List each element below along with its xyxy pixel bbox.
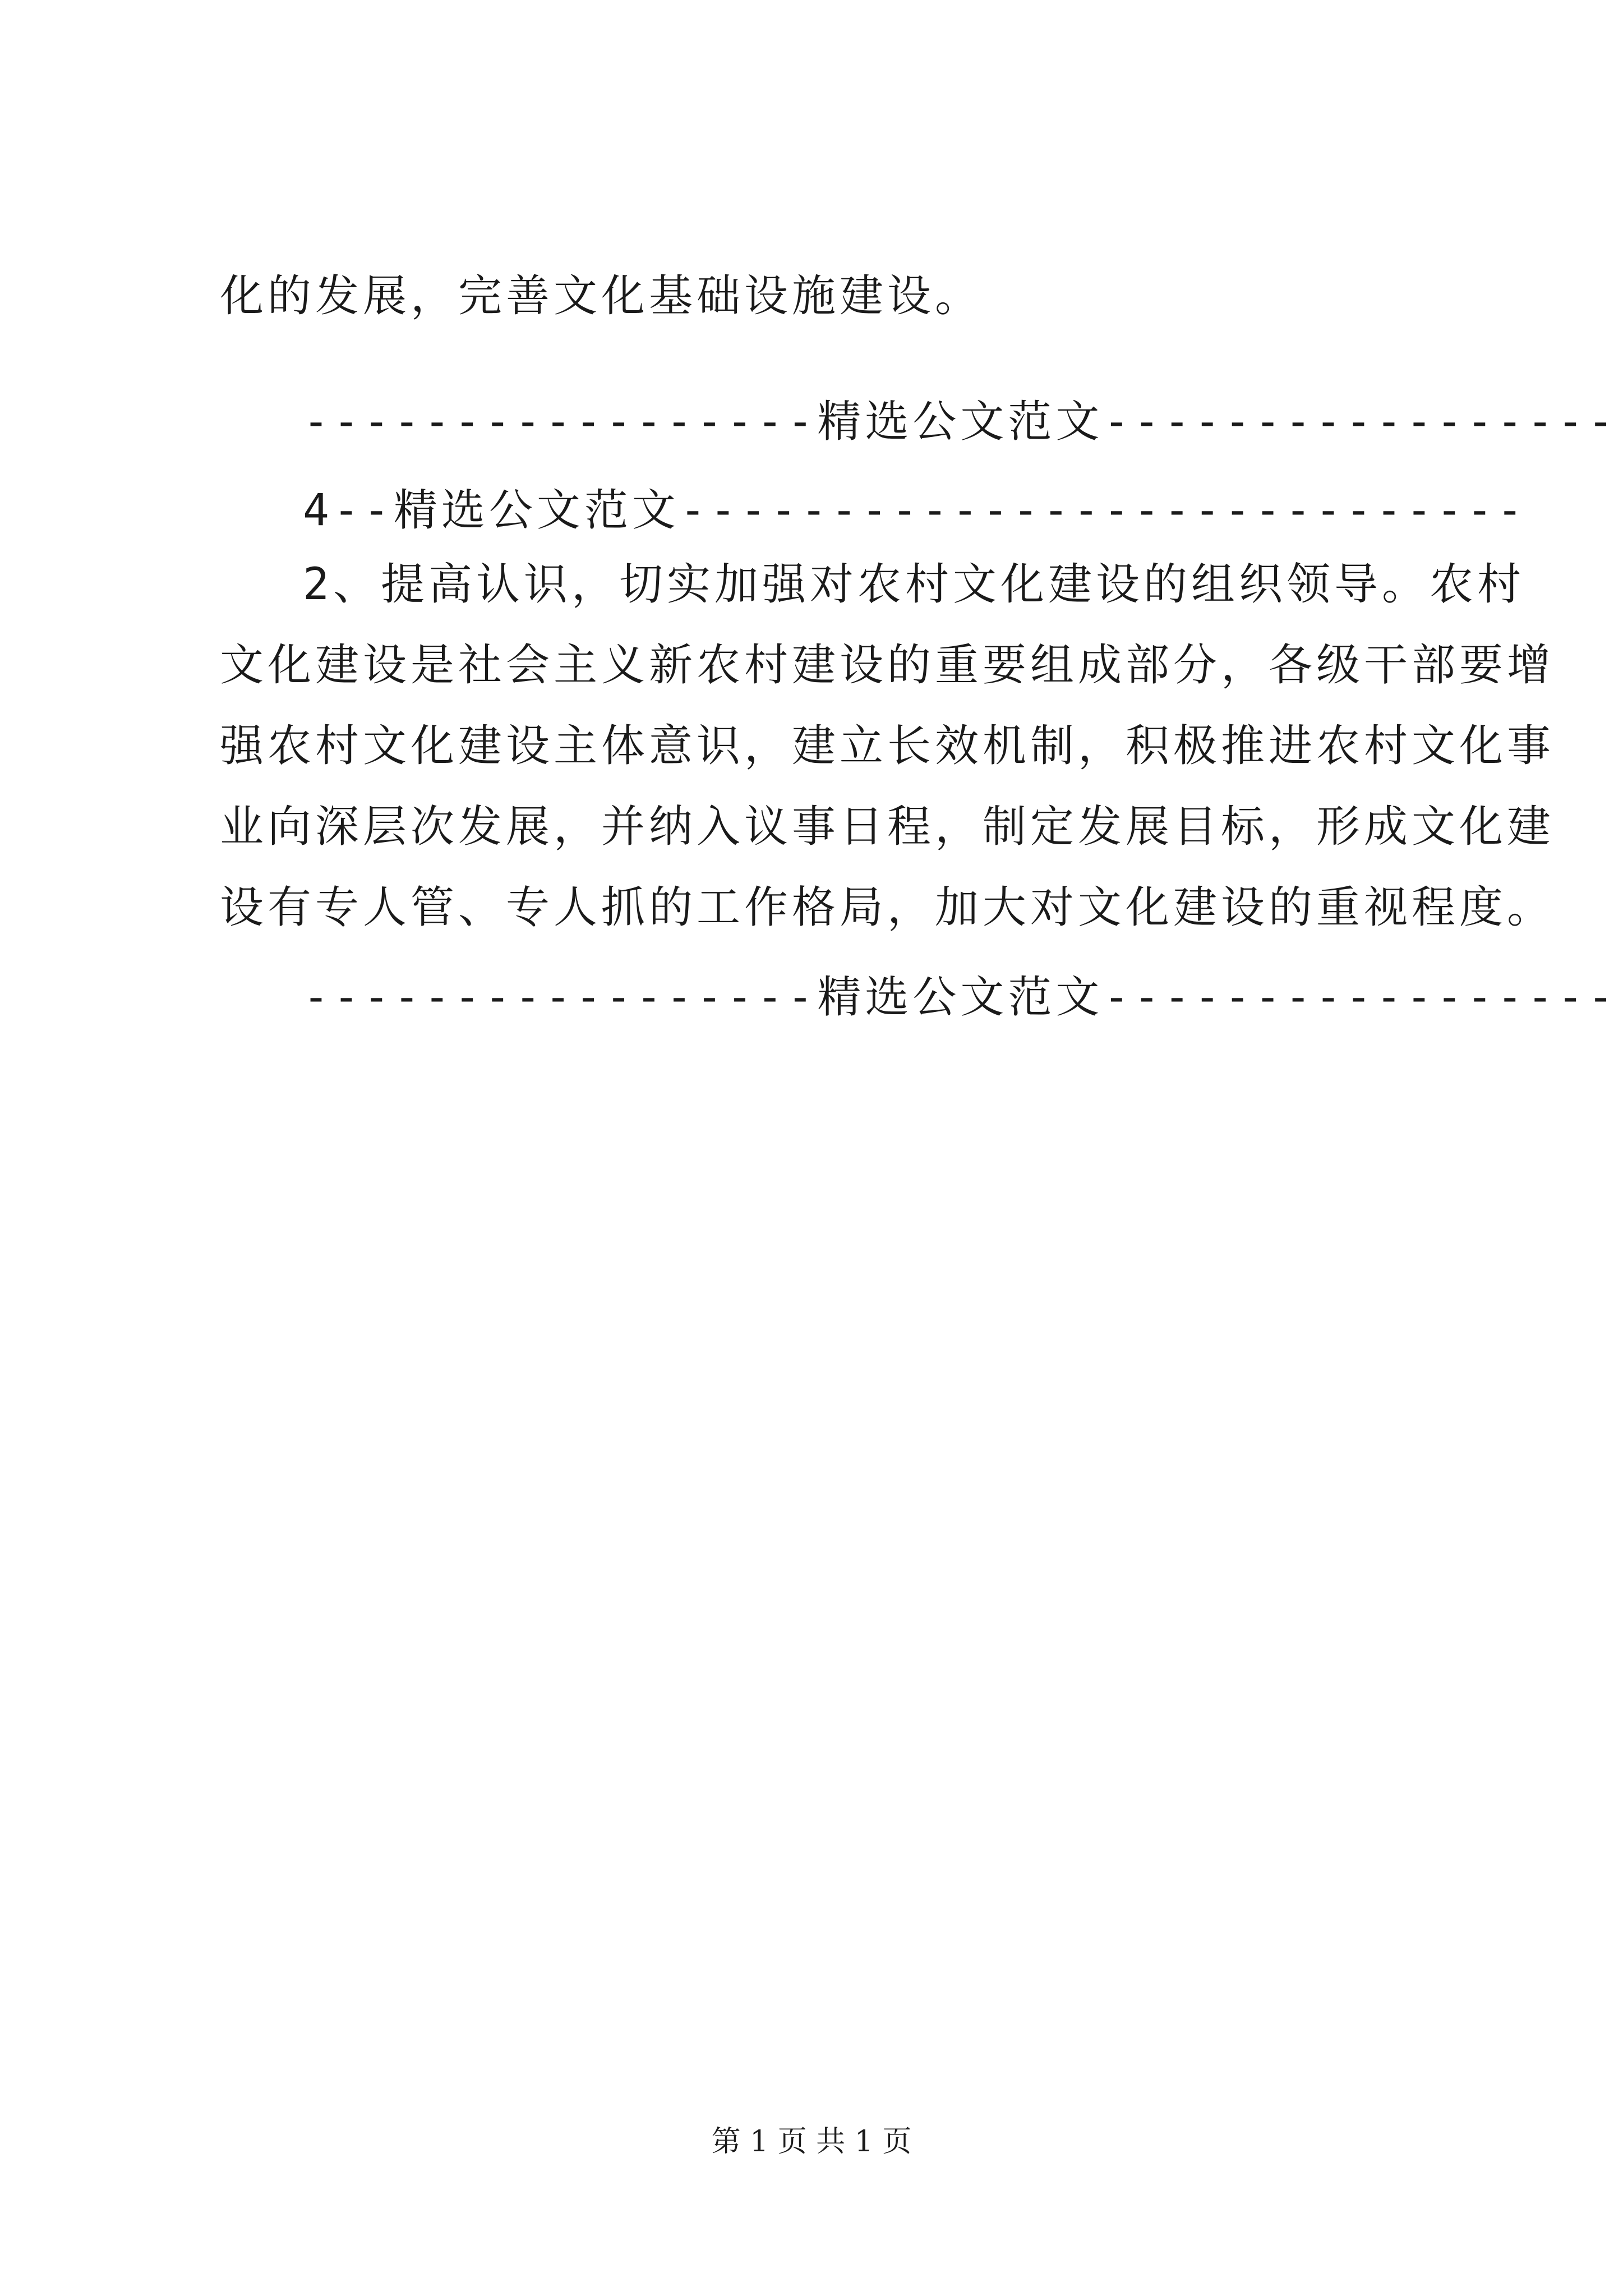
text-line-1: 化的发展，完善文化基础设施建设。 bbox=[220, 271, 983, 321]
paragraph-line-5: 设有专人管、专人抓的工作格局，加大对文化建设的重视程度。 bbox=[220, 882, 1555, 933]
separator-line-1: -----------------精选公文范文----------------- bbox=[303, 397, 1618, 447]
separator-line-2: -----------------精选公文范文----------------- bbox=[303, 972, 1618, 1023]
paragraph-line-1: 2、提高认识，切实加强对农村文化建设的组织领导。农村 bbox=[303, 559, 1525, 610]
paragraph-line-3: 强农村文化建设主体意识，建立长效机制，积极推进农村文化事 bbox=[220, 721, 1555, 771]
paragraph-line-4: 业向深层次发展，并纳入议事日程，制定发展目标，形成文化建 bbox=[220, 802, 1555, 852]
text-line-2: 4--精选公文范文---------------------------- bbox=[303, 485, 1527, 536]
page-number-footer: 第 1 页 共 1 页 bbox=[711, 2125, 912, 2159]
paragraph-line-2: 文化建设是社会主义新农村建设的重要组成部分，各级干部要增 bbox=[220, 640, 1555, 691]
